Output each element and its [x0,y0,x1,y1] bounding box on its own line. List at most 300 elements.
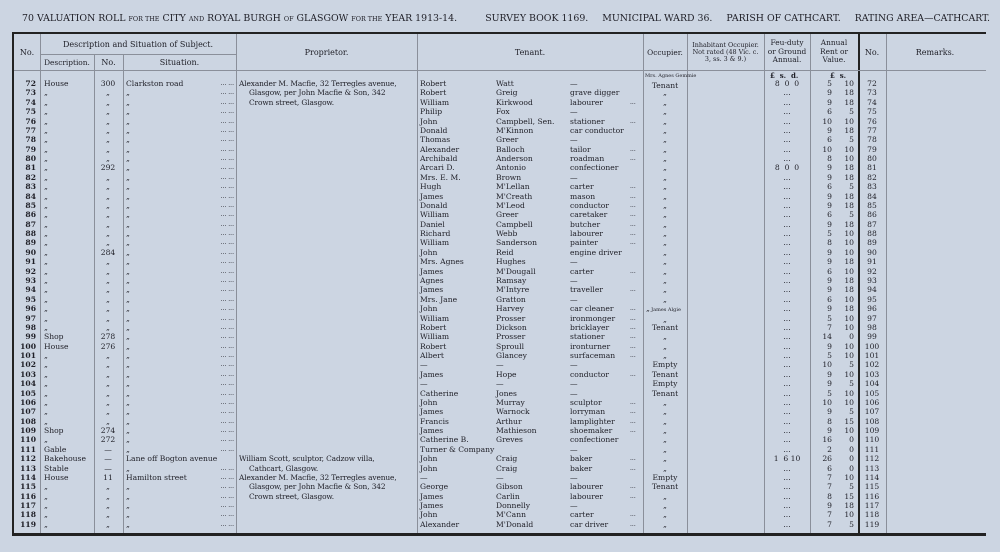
row-rent-pounds: 5 [827,351,832,361]
row-situation: „ [126,107,130,117]
table-row [14,173,984,182]
row-rent-pounds: 8 [827,238,832,248]
row-rent-pounds: 5 [827,313,832,323]
row-occupier: „ [663,351,667,361]
row-situation: „ [126,388,130,398]
row-rent-pounds: 9 [827,257,832,267]
row-number-right: 113 [864,463,880,473]
row-feu: 8 0 0 [774,163,800,173]
row-feu: ... [783,426,791,436]
row-feu: ... [783,444,791,454]
row-street-number: „ [106,275,110,285]
row-tenant-first: William [420,313,450,323]
table-row [14,304,984,313]
row-occupier: „ [663,88,667,98]
row-tenant-last: Warnock [496,407,530,417]
row-number-right: 84 [867,191,877,201]
row-number: 81 [25,163,36,173]
row-street-number: „ [106,351,110,361]
row-occupier: „ [663,154,667,164]
row-number-right: 99 [867,332,877,342]
row-street-number: „ [106,238,110,248]
leader-dots: ... [630,398,636,406]
row-description: Gable [44,444,67,454]
row-occupier: „ [663,247,667,257]
row-number-right: 90 [867,247,877,257]
row-occupation: carter [570,182,594,192]
row-feu: ... [783,125,791,135]
row-number-right: 80 [867,154,877,164]
row-number: 113 [20,463,36,473]
row-feu: ... [783,379,791,389]
row-rent-shillings: 18 [844,172,854,182]
table-row [14,454,984,463]
row-occupation: stationer [570,332,605,342]
table-row [14,154,984,163]
row-situation: „ [126,304,130,314]
row-situation: „ [126,210,130,220]
row-tenant-first: Robert [420,79,447,88]
table-row [14,117,984,126]
row-number: 84 [25,191,36,201]
row-street-number: 284 [100,247,116,257]
row-street-number: „ [106,379,110,389]
row-occupation: traveller [570,285,603,295]
row-street-number: „ [106,154,110,164]
row-number: 98 [25,322,36,332]
leader-dots: ... ... [220,398,234,406]
row-tenant-last: Dickson [496,322,527,332]
row-number: 78 [25,135,36,145]
row-description: „ [44,116,48,126]
row-feu: ... [783,229,791,239]
row-number-right: 94 [867,285,877,295]
row-tenant-first: John [420,116,438,126]
row-tenant-first: Albert [420,351,444,361]
row-occupier: „ [663,463,667,473]
header-situation: Situation. [159,57,200,67]
row-feu: ... [783,332,791,342]
leader-dots: ... ... [220,230,234,238]
row-street-number: — [104,454,112,464]
leader-dots: ... [630,455,636,463]
leader-dots: ... ... [220,520,234,528]
table-row [14,210,984,219]
leader-dots: ... [630,511,636,519]
row-street-number: „ [106,482,110,492]
row-rent-shillings: 10 [844,247,854,257]
title-part: VALUATION ROLL [36,13,126,24]
row-tenant-last: Campbell, Sen. [496,116,555,126]
row-rent-pounds: 7 [827,322,832,332]
header-no: No. [19,47,35,57]
row-feu: ... [783,97,791,107]
row-number: 95 [25,294,36,304]
leader-dots: ... [630,427,636,435]
row-tenant-first: Thomas [420,135,451,145]
row-tenant-first: James [420,491,444,501]
row-street-number: „ [106,97,110,107]
row-rent-pounds: 9 [827,88,832,98]
row-number-right: 110 [864,435,880,445]
row-occupier: „ [663,229,667,239]
row-description: „ [44,313,48,323]
row-feu: ... [783,388,791,398]
table-row [14,323,984,332]
row-tenant-first: Alexander [420,144,460,154]
row-number-right: 74 [867,97,877,107]
row-rent-pounds: 7 [827,510,832,520]
row-street-number: „ [106,116,110,126]
row-tenant-first: John [420,510,438,520]
row-tenant-first: Mrs. E. M. [420,172,461,182]
row-tenant-last: Gratton [496,294,526,304]
leader-dots: ... [630,183,636,191]
row-feu: ... [783,322,791,332]
row-feu: ... [783,116,791,126]
leader-dots: ... [630,286,636,294]
row-occupation: mason [570,191,596,201]
row-rent-shillings: 10 [844,144,854,154]
leader-dots: ... ... [220,286,234,294]
row-tenant-last: Prosser [496,332,526,342]
leader-dots: ... ... [220,323,234,331]
row-street-number: 272 [100,435,116,445]
row-number-right: 83 [867,182,877,192]
row-occupation: — [570,172,578,182]
row-tenant-first: Turner & Company [420,444,495,454]
table-row [14,229,984,238]
row-number-right: 78 [867,135,877,145]
row-situation: „ [126,379,130,389]
row-situation: „ [126,229,130,239]
row-number-right: 101 [864,351,880,361]
proprietor-line: Alexander M. Macfie, 32 Terregles avenue, [239,79,397,88]
row-tenant-last: Murray [496,397,525,407]
row-feu: ... [783,313,791,323]
row-number: 76 [25,116,36,126]
leader-dots: ... ... [220,164,234,172]
row-rent-pounds: 16 [822,435,832,445]
row-description: „ [44,88,48,98]
leader-dots: ... ... [220,183,234,191]
row-occupier: „ [663,163,667,173]
leader-dots: ... [630,492,636,500]
row-description: „ [44,266,48,276]
row-situation: „ [126,444,130,454]
leader-dots: ... ... [220,201,234,209]
leader-dots: ... ... [220,248,234,256]
row-street-number: „ [106,407,110,417]
leader-dots: ... ... [220,380,234,388]
row-number-right: 103 [864,369,880,379]
leader-dots: ... ... [220,370,234,378]
row-occupier: „ [663,407,667,417]
row-feu: ... [783,238,791,248]
row-occupation: roadman [570,154,605,164]
row-street-number: „ [106,135,110,145]
row-situation: „ [126,238,130,248]
row-tenant-last: Ramsay [496,275,527,285]
leader-dots: ... [630,192,636,200]
row-situation: „ [126,322,130,332]
row-rent-shillings: 5 [849,519,854,529]
table-row [14,398,984,407]
header-remarks: Remarks. [915,47,955,57]
row-description: „ [44,519,48,529]
row-tenant-last: Reid [496,247,514,257]
row-number-right: 114 [864,472,880,482]
row-rent-shillings: 10 [844,351,854,361]
row-situation: „ [126,351,130,361]
municipal-ward: MUNICIPAL WARD 36. [602,13,713,24]
row-occupation: labourer [570,482,604,492]
row-occupation: — [570,379,578,389]
row-street-number: 276 [100,341,116,351]
row-occupier: „ [646,304,650,314]
row-tenant-first: William [420,238,450,248]
row-number: 86 [25,210,36,220]
row-tenant-last: Glancey [496,351,527,361]
row-occupation: — [570,360,578,370]
row-number: 90 [25,247,36,257]
row-street-number: „ [106,491,110,501]
leader-dots: ... [630,230,636,238]
row-rent-pounds: 10 [822,397,832,407]
row-situation: „ [126,275,130,285]
row-occupation: — [570,472,578,482]
row-occupier: Empty [652,360,678,370]
row-rent-pounds: 6 [827,182,832,192]
row-rent-shillings: 10 [844,510,854,520]
row-feu: ... [783,107,791,117]
leader-dots: ... ... [220,192,234,200]
leader-dots: ... [630,239,636,247]
row-tenant-last: Harvey [496,304,524,314]
row-occupier: „ [663,116,667,126]
table-row [14,501,984,510]
leader-dots: ... [630,333,636,341]
row-tenant-first: Philip [420,107,443,117]
row-description: Shop [44,426,64,436]
leader-dots: ... ... [220,89,234,97]
row-description: „ [44,351,48,361]
row-occupation: stationer [570,116,605,126]
table-row [14,520,984,529]
table-row [14,220,984,229]
row-occupation: — [570,501,578,511]
table-row [14,276,984,285]
row-street-number: „ [106,125,110,135]
row-tenant-last: M'Creath [496,191,533,201]
row-occupier: „ [663,285,667,295]
row-occupier: „ [663,107,667,117]
row-feu: ... [783,285,791,295]
row-rent-pounds: 7 [827,472,832,482]
table-row [14,407,984,416]
row-occupation: — [570,257,578,267]
row-occupation: engine driver [570,247,622,257]
row-rent-shillings: 10 [844,116,854,126]
row-tenant-last: Brown [496,172,522,182]
row-situation: „ [126,219,130,229]
row-feu: ... [783,135,791,145]
table-row [14,351,984,360]
row-occupation: surfaceman [570,351,616,361]
row-tenant-first: William [420,332,450,342]
row-number: 92 [25,266,36,276]
row-number-right: 89 [867,238,877,248]
row-tenant-first: John [420,463,438,473]
row-number: 111 [20,444,36,454]
row-situation: „ [126,144,130,154]
row-tenant-first: Robert [420,341,447,351]
row-occupier: Tenant [651,369,679,379]
row-feu: ... [783,200,791,210]
row-rent-pounds: 9 [827,191,832,201]
row-tenant-first: — [420,379,428,389]
row-feu: ... [783,351,791,361]
table-row [14,332,984,341]
row-rent-pounds: 6 [827,294,832,304]
row-number: 114 [20,472,36,482]
row-tenant-last: M'Donald [496,519,534,529]
row-situation: „ [126,519,130,529]
leader-dots: ... [630,520,636,528]
row-rent-pounds: 5 [827,79,832,88]
row-number: 85 [25,200,36,210]
row-number: 112 [20,454,36,464]
row-rent-pounds: 9 [827,163,832,173]
table-row [14,482,984,491]
row-tenant-first: James [420,407,444,417]
row-situation: „ [126,247,130,257]
row-rent-shillings: 18 [844,219,854,229]
row-description: „ [44,191,48,201]
parish: PARISH OF CATHCART. [726,13,841,24]
row-number: 87 [25,219,36,229]
row-rent-pounds: 9 [827,407,832,417]
row-situation: „ [126,435,130,445]
row-rent-pounds: 9 [827,501,832,511]
row-rent-shillings: 10 [844,294,854,304]
row-rent-pounds: 10 [822,116,832,126]
unit-rent: £ s. [830,71,847,80]
proprietor-line: William Scott, sculptor, Cadzow villa, [239,454,375,464]
header-street-no: No. [101,57,116,67]
row-tenant-last: Hope [496,369,517,379]
row-tenant-last: M'Intyre [496,285,530,295]
row-street-number: „ [106,210,110,220]
row-occupation: baker [570,454,593,464]
row-rent-shillings: 10 [844,238,854,248]
row-description: „ [44,397,48,407]
row-street-number: „ [106,107,110,117]
table-row [14,201,984,210]
row-tenant-first: Archibald [420,154,458,164]
row-description: „ [44,125,48,135]
row-rent-shillings: 10 [844,397,854,407]
row-rent-shillings: 18 [844,163,854,173]
row-situation: „ [126,463,130,473]
row-rent-pounds: 8 [827,491,832,501]
row-rent-shillings: 0 [849,454,854,464]
row-occupier: „ [663,416,667,426]
row-description: „ [44,172,48,182]
row-rent-pounds: 9 [827,97,832,107]
row-rent-pounds: 9 [827,285,832,295]
row-number-right: 105 [864,388,880,398]
row-tenant-first: John [420,304,438,314]
row-tenant-last: Campbell [496,219,533,229]
row-number: 94 [25,285,36,295]
row-rent-shillings: 10 [844,229,854,239]
row-occupier: „ [663,275,667,285]
table-row [14,79,984,88]
row-street-number: „ [106,501,110,511]
row-number: 108 [20,416,36,426]
row-rent-pounds: 8 [827,416,832,426]
row-tenant-first: Catherine B. [420,435,469,445]
row-tenant-first: Donald [420,200,448,210]
row-occupation: butcher [570,219,601,229]
row-rent-pounds: 9 [827,172,832,182]
row-situation: „ [126,88,130,98]
row-occupier: „ [663,315,667,324]
row-occupier: „ [663,341,667,351]
row-tenant-first: Robert [420,88,447,98]
row-feu: ... [783,154,791,164]
row-occupier: „ [663,426,667,436]
leader-dots: ... [630,117,636,125]
leader-dots: ... ... [220,314,234,322]
row-situation: Lane off Bogton avenue [126,454,218,464]
row-number-right: 115 [864,482,880,492]
row-description: House [44,79,69,88]
row-description: „ [44,491,48,501]
row-tenant-first: — [420,360,428,370]
row-street-number: — [104,444,112,454]
row-occupation: ironturner [570,341,611,351]
row-situation: Hamilton street [126,472,187,482]
row-rent-shillings: 18 [844,275,854,285]
row-street-number: „ [106,182,110,192]
row-rent-shillings: 18 [844,88,854,98]
row-occupation: sculptor [570,397,602,407]
row-feu: ... [783,416,791,426]
row-number-right: 107 [864,407,880,417]
row-occupation: — [570,79,578,88]
row-street-number: 300 [100,79,116,88]
row-description: „ [44,416,48,426]
proprietor-line: Crown street, Glasgow. [249,97,335,107]
row-number: 99 [25,332,36,342]
header-feu: Feu-duty or Ground Annual. [767,38,807,65]
leader-dots: ... [630,370,636,378]
leader-dots: ... ... [220,342,234,350]
row-number: 75 [25,107,36,117]
row-description: „ [44,257,48,267]
leader-dots: ... [630,408,636,416]
row-occupier: „ [663,266,667,276]
row-occupier: „ [663,257,667,267]
row-rent-shillings: 5 [849,360,854,370]
row-number-right: 91 [867,257,877,267]
row-situation: „ [126,285,130,295]
row-situation: „ [126,510,130,520]
row-rent-shillings: 18 [844,304,854,314]
row-rent-shillings: 18 [844,285,854,295]
